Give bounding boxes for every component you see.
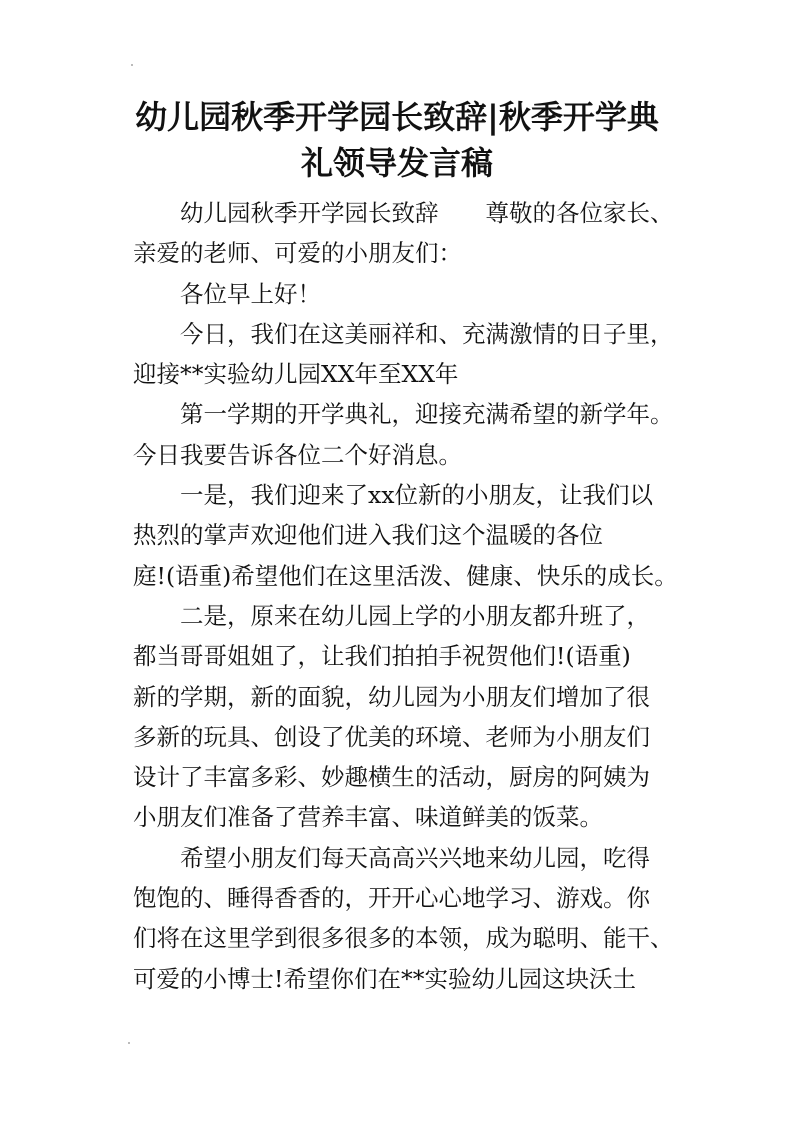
body-line: 饱饱的、睡得香香的，开开心心地学习、游戏。你 <box>133 884 650 913</box>
body-line: 第一学期的开学典礼，迎接充满希望的新学年。 <box>180 400 674 429</box>
document-title <box>120 94 674 186</box>
scan-dot <box>131 64 133 66</box>
body-line: 二是，原来在幼儿园上学的小朋友都升班了， <box>180 601 650 630</box>
body-line: 庭!(语重)希望他们在这里活泼、健康、快乐的成长。 <box>133 561 678 590</box>
body-line: 迎接**实验幼儿园XX年至XX年 <box>133 360 459 389</box>
body-line: 希望小朋友们每天高高兴兴地来幼儿园，吃得 <box>180 843 650 872</box>
body-line: 设计了丰富多彩、妙趣横生的活动，厨房的阿姨为 <box>133 763 650 792</box>
body-line: 亲爱的老师、可爱的小朋友们： <box>133 239 462 268</box>
body-line: 小朋友们准备了营养丰富、味道鲜美的饭菜。 <box>133 803 603 832</box>
title-line: 礼领导发言稿 <box>300 144 493 182</box>
scan-dot <box>128 1042 130 1044</box>
body-line: 多新的玩具、创设了优美的环境、老师为小朋友们 <box>133 722 650 751</box>
body-line: 幼儿园秋季开学园长致辞 尊敬的各位家长、 <box>180 199 674 227</box>
body-line: 热烈的掌声欢迎他们进入我们这个温暖的各位 <box>133 521 603 550</box>
body-line: 可爱的小博士!希望你们在**实验幼儿园这块沃土 <box>133 964 636 993</box>
title-line: 幼儿园秋季开学园长致辞|秋季开学典 <box>135 98 659 136</box>
body-line: 都当哥哥姐姐了，让我们拍拍手祝贺他们!(语重) <box>133 642 631 671</box>
document-body <box>133 193 678 999</box>
body-line: 一是，我们迎来了xx位新的小朋友，让我们以 <box>180 481 654 510</box>
body-line: 们将在这里学到很多很多的本领，成为聪明、能干、 <box>133 924 674 953</box>
body-line: 今日我要告诉各位二个好消息。 <box>133 440 462 469</box>
body-line: 新的学期，新的面貌，幼儿园为小朋友们增加了很 <box>133 682 650 711</box>
body-line: 各位早上好！ <box>180 279 321 308</box>
body-line: 今日，我们在这美丽祥和、充满激情的日子里， <box>180 319 674 348</box>
